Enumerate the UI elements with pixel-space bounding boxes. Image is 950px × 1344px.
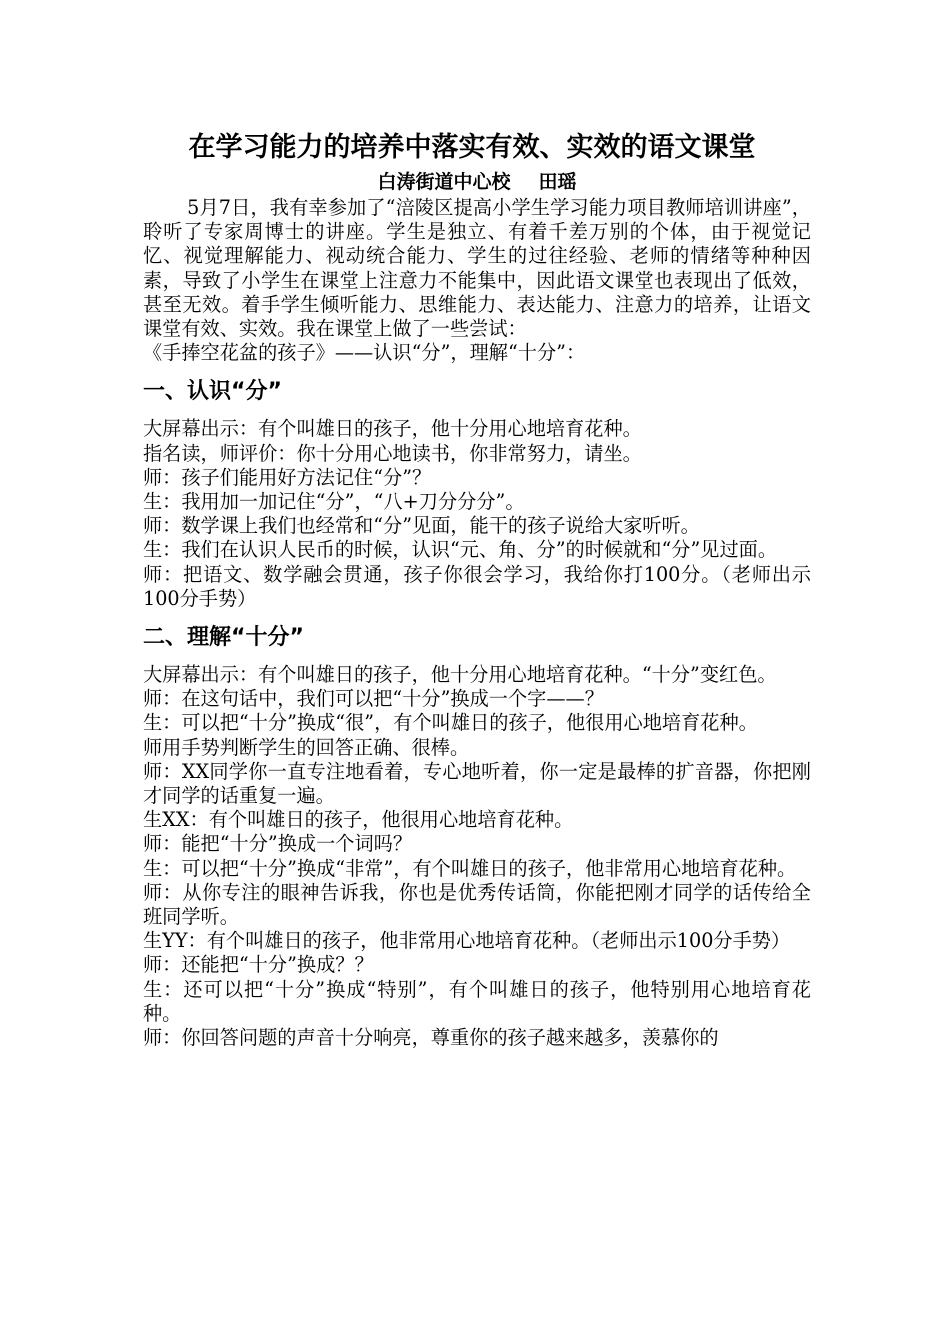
- dialogue-line: 生：可以把“十分”换成“非常”，有个叫雄日的孩子，他非常用心地培育花种。: [143, 856, 797, 880]
- section-heading-2: 二、理解“十分”: [143, 625, 304, 651]
- section-heading-1: 一、认识“分”: [143, 379, 282, 405]
- lesson-line: 《手捧空花盆的孩子》——认识“分”，理解“十分”：: [143, 341, 586, 365]
- dialogue-line: 师：数学课上我们也经常和“分”见面，能干的孩子说给大家听听。: [143, 514, 700, 538]
- author-school: 白涛街道中心校: [377, 171, 511, 193]
- dialogue-line: 大屏幕出示：有个叫雄日的孩子，他十分用心地培育花种。“十分”变红色。: [143, 663, 777, 687]
- dialogue-line: 师：在这句话中，我们可以把“十分”换成一个字——？: [143, 687, 604, 711]
- dialogue-line: 生：可以把“十分”换成“很”，有个叫雄日的孩子，他很用心地培育花种。: [143, 711, 758, 735]
- dialogue-line: 生：还可以把“十分”换成“特别”，有个叫雄日的孩子，他特别用心地培育花种。: [143, 977, 811, 1025]
- dialogue-line: 师：从你专注的眼神告诉我，你也是优秀传话筒，你能把刚才同学的话传给全班同学听。: [143, 880, 811, 929]
- document-page: [143, 128, 811, 1050]
- dialogue-line: 大屏幕出示：有个叫雄日的孩子，他十分用心地培育花种。: [143, 417, 642, 441]
- dialogue-line: 师：能把“十分”换成一个词吗？: [143, 832, 413, 856]
- dialogue-line: 师：把语文、数学融会贯通，孩子你很会学习，我给你打100分。（老师出示100分手势）: [143, 562, 811, 610]
- dialogue-line: 师：还能把“十分”换成？？: [143, 953, 374, 977]
- dialogue-line: 师：XX同学你一直专注地看着，专心地听着，你一定是最棒的扩音器，你把刚才同学的话重复一遍。: [143, 759, 811, 808]
- author-line: [143, 168, 811, 196]
- document-title: 在学习能力的培养中落实有效、实效的语文课堂: [188, 132, 756, 163]
- dialogue-line: 师用手势判断学生的回答正确、很棒。: [143, 735, 470, 759]
- dialogue-line: 生XX：有个叫雄日的孩子，他很用心地培育花种。: [143, 808, 574, 832]
- dialogue-line: 生：我用加一加记住“分”，“八+刀分分分”。: [143, 490, 525, 514]
- dialogue-line: 指名读，师评价：你十分用心地读书，你非常努力，请坐。: [143, 441, 642, 465]
- author-name: 田瑶: [538, 171, 577, 193]
- dialogue-line: 师：你回答问题的声音十分响亮，尊重你的孩子越来越多，羡慕你的: [143, 1026, 719, 1050]
- dialogue-line: 生：我们在认识人民币的时候，认识“元、角、分”的时候就和“分”见过面。: [143, 538, 778, 562]
- intro-paragraph: 5月7日，我有幸参加了“涪陵区提高小学生学习能力项目教师培训讲座”，聆听了专家周博士的讲座。学生是独立、有着千差万别的个体，由于视觉记忆、视觉理解能力、视动统合能力、学生的过往经验、老师的情绪等种种因素，导致了小学生在课堂上注意力不能集中，因此语文课堂也表现出了低效，甚至无效。着手学生倾听能力、思维能力、表达能力、注意力的培养，让语文课堂有效、实效。我在课堂上做了一些尝试：: [143, 196, 811, 341]
- dialogue-line: 生YY：有个叫雄日的孩子，他非常用心地培育花种。（老师出示100分手势）: [143, 929, 791, 953]
- dialogue-line: 师：孩子们能用好方法记住“分”？: [143, 465, 432, 489]
